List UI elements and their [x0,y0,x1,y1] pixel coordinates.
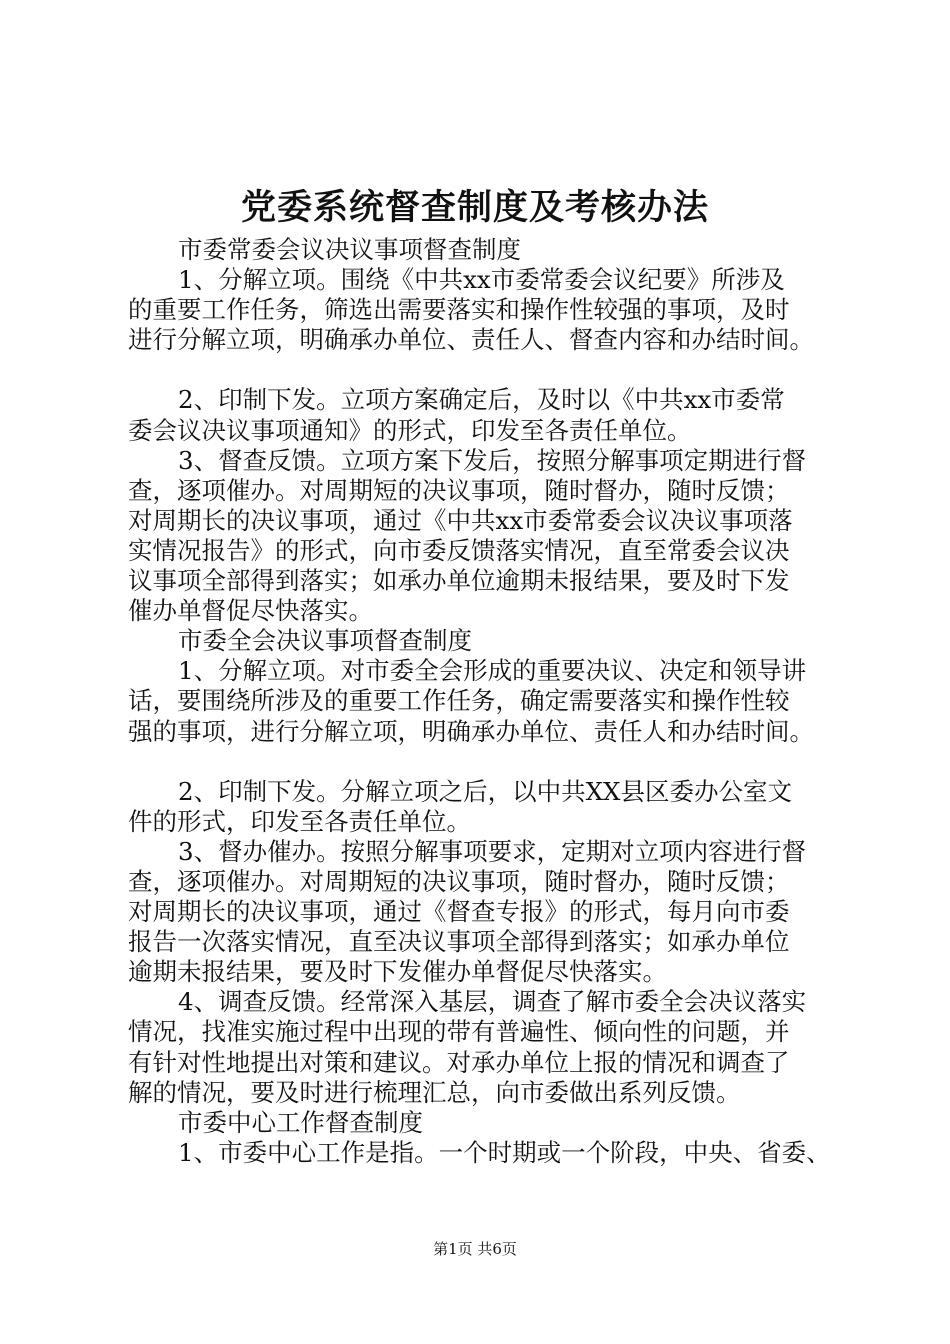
paragraph-line: 情况，找准实施过程中出现的带有普遍性、倾向性的问题，并 [128,1017,790,1047]
paragraph-line: 1、分解立项。围绕《中共xx市委常委会议纪要》所涉及 [178,265,785,295]
paragraph-line: 对周期长的决议事项，通过《督查专报》的形式，每月向市委 [128,897,790,927]
paragraph-line: 话，要围绕所涉及的重要工作任务，确定需要落实和操作性较 [128,686,790,716]
paragraph-line: 实情况报告》的形式，向市委反馈落实情况，直至常委会议决 [128,535,790,565]
paragraph-line: 报告一次落实情况，直至决议事项全部得到落实；如承办单位 [128,927,790,957]
paragraph-line: 4、调查反馈。经常深入基层，调查了解市委全会决议落实 [178,987,807,1017]
paragraph-line: 2、印制下发。分解立项之后，以中共XX县区委办公室文 [178,776,792,806]
paragraph-line: 议事项全部得到落实；如承办单位逾期未报结果，要及时下发 [128,566,790,596]
paragraph-line: 强的事项，进行分解立项，明确承办单位、责任人和办结时间。 [128,716,814,746]
paragraph-line: 解的情况，要及时进行梳理汇总，向市委做出系列反馈。 [128,1077,741,1107]
paragraph-line: 3、督查反馈。立项方案下发后，按照分解事项定期进行督 [178,445,807,475]
paragraph-line: 3、督办催办。按照分解事项要求，定期对立项内容进行督 [178,836,807,866]
page-number-footer: 第1页 共6页 [433,1240,517,1258]
blank-line [128,747,828,777]
document-body [128,235,831,1168]
paragraph-line: 查，逐项催办。对周期短的决议事项，随时督办，随时反馈； [128,475,790,505]
section-heading: 市委中心工作督查制度 [178,1107,423,1137]
paragraph-line: 逾期未报结果，要及时下发催办单督促尽快落实。 [128,957,667,987]
paragraph-line: 进行分解立项，明确承办单位、责任人、督查内容和办结时间。 [128,325,814,355]
paragraph-line: 委会议决议事项通知》的形式，印发至各责任单位。 [128,415,692,445]
paragraph-line: 的重要工作任务，筛选出需要落实和操作性较强的事项，及时 [128,295,790,325]
paragraph-line: 催办单督促尽快落实。 [128,596,373,626]
paragraph-line: 2、印制下发。立项方案确定后，及时以《中共xx市委常 [178,385,785,415]
document-title: 党委系统督查制度及考核办法 [240,187,709,228]
paragraph-line: 查，逐项催办。对周期短的决议事项，随时督办，随时反馈； [128,866,790,896]
paragraph-line: 有针对性地提出对策和建议。对承办单位上报的情况和调查了 [128,1047,790,1077]
blank-line [128,355,828,385]
paragraph-line: 件的形式，印发至各责任单位。 [128,806,471,836]
paragraph-line: 1、市委中心工作是指。一个时期或一个阶段，中央、省委、 [178,1137,831,1167]
paragraph-line: 对周期长的决议事项，通过《中共xx市委常委会议决议事项落 [128,505,793,535]
section-heading: 市委全会决议事项督查制度 [178,626,472,656]
section-heading: 市委常委会议决议事项督查制度 [178,235,521,264]
paragraph-line: 1、分解立项。对市委全会形成的重要决议、决定和领导讲 [178,656,807,686]
